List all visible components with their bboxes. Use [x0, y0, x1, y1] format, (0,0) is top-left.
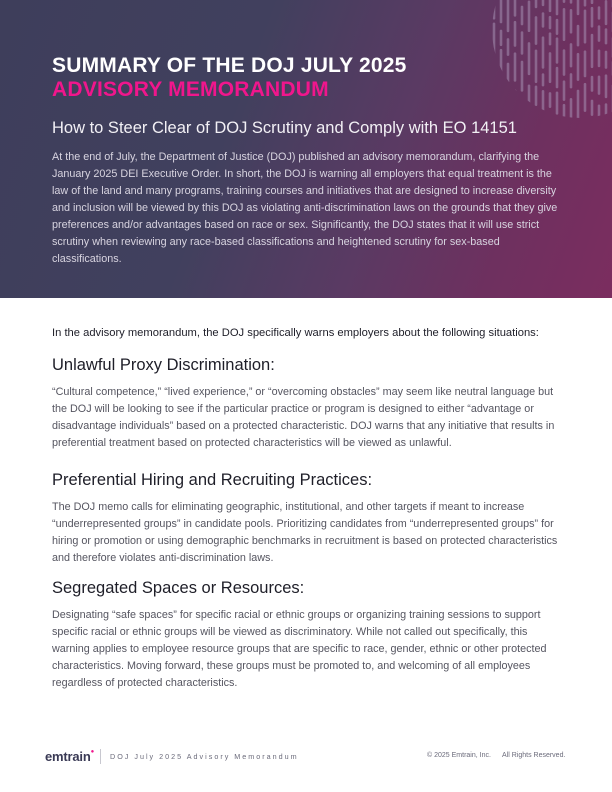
section-segregated-spaces: [52, 578, 567, 692]
page-subtitle: How to Steer Clear of DOJ Scrutiny and Comply with EO 14151: [52, 119, 517, 137]
logo-text: emtrain: [45, 749, 91, 764]
hero-banner: [0, 0, 612, 298]
page-footer: [45, 748, 575, 766]
title-line-2: ADVISORY MEMORANDUM: [52, 78, 329, 101]
page-title: [52, 54, 407, 102]
footer-divider: [100, 749, 101, 764]
emtrain-logo: [45, 749, 94, 764]
footer-document-title: DOJ July 2025 Advisory Memorandum: [110, 752, 299, 761]
section-body: “Cultural competence,” “lived experience,” or “overcoming obstacles” may seem like neutral language but the DOJ will be looking to see if the particular practice or program is designed to either “advantage or disadvantage individuals” based on a protected characteristic. DOJ warns that any initiative that results in preferential treatment based on protected characteristics will be viewed as unlawful.: [52, 386, 555, 449]
section-unlawful-proxy-discrimination: [52, 355, 567, 452]
section-heading: Unlawful Proxy Discrimination:: [52, 356, 275, 374]
section-preferential-hiring: [52, 470, 567, 567]
intro-paragraph: At the end of July, the Department of Justice (DOJ) published an advisory memorandum, clarifying the January 2025 DEI Executive Order. In short, the DOJ is warning all employers that equal treatment is the law of the land and many programs, training courses and initiatives that are designed to increase diversity and inclusion will be viewed by this DOJ as violating anti-discrimination laws on the grounds that they give preferences and/or advantages based on race or sex. Significantly, the DOJ states that it will use strict scrutiny when reviewing any race-based classifications and heightened scrutiny for sex-based classifications.: [52, 151, 558, 265]
lead-paragraph: In the advisory memorandum, the DOJ specifically warns employers about the following situations:: [52, 327, 539, 339]
logo-mark-icon: ●: [90, 749, 94, 755]
section-heading: Segregated Spaces or Resources:: [52, 579, 305, 597]
section-body: The DOJ memo calls for eliminating geographic, institutional, and other targets if meant to increase “underrepresented groups” in candidate pools. Prioritizing candidates from “underrepresented groups” for hiring or promotion or using demographic benchmarks in recruitment is based on protected characteristics and therefore violates anti-discrimination laws.: [52, 501, 558, 564]
dashed-circle-pattern-icon: [490, 0, 612, 120]
footer-copyright: © 2025 Emtrain, Inc.: [427, 752, 491, 759]
footer-rights: All Rights Reserved.: [502, 752, 566, 759]
title-line-1: SUMMARY OF THE DOJ JULY 2025: [52, 54, 407, 77]
section-heading: Preferential Hiring and Recruiting Practices:: [52, 471, 373, 489]
section-body: Designating “safe spaces” for specific racial or ethnic groups or organizing training sessions to support specific racial or ethnic groups will be viewed as discriminatory. While not called out specifically, this warning applies to employee resource groups that are specific to race, gender, ethnic or other protected characteristics. Moving forward, these groups must be promoted to, and welcoming of all employees regardless of protected characteristics.: [52, 609, 547, 689]
